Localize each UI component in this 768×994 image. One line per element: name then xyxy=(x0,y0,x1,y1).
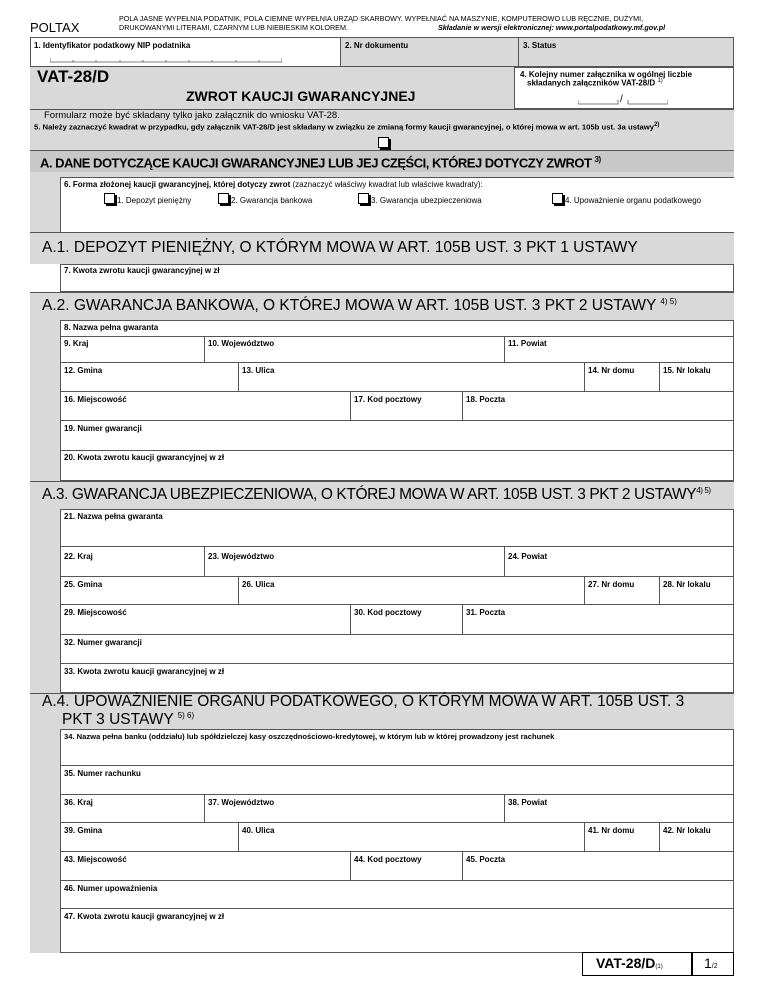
field-14-label: 14. Nr domu xyxy=(588,366,635,375)
field-26-label: 26. Ulica xyxy=(242,580,275,589)
electronic-note: Składanie w wersji elektronicznej: www.portalpodatkowy.mf.gov.pl xyxy=(438,23,666,32)
poltax-label: POLTAX xyxy=(30,20,80,35)
field-13-label: 13. Ulica xyxy=(242,366,275,375)
section-a-title: A. DANE DOTYCZĄCE KAUCJI GWARANCYJNEJ LUB JEJ CZĘŚCI, KTÓREJ DOTYCZY ZWROT $^{3)}$ xyxy=(40,155,601,171)
field-25-label: 25. Gmina xyxy=(64,580,103,589)
attachment-number-input[interactable]: / xyxy=(578,96,668,106)
field-45-label: 45. Poczta xyxy=(466,855,506,864)
field-27-label: 27. Nr domu xyxy=(588,580,635,589)
field-37-label: 37. Województwo xyxy=(208,798,275,807)
option-bank-guarantee[interactable]: 2. Gwarancja bankowa xyxy=(218,193,312,205)
field-21-label: 21. Nazwa pełna gwaranta xyxy=(64,512,163,521)
field-42-label: 42. Nr lokalu xyxy=(663,826,711,835)
field-12-label: 12. Gmina xyxy=(64,366,103,375)
form-title: ZWROT KAUCJI GWARANCYJNEJ xyxy=(186,88,416,104)
footer-form-code: VAT-28/D(1) xyxy=(596,955,663,971)
field-33-label: 33. Kwota zwrotu kaucji gwarancyjnej w zł xyxy=(64,667,225,676)
field-15-label: 15. Nr lokalu xyxy=(663,366,711,375)
field-7-label: 7. Kwota zwrotu kaucji gwarancyjnej w zł xyxy=(64,266,220,275)
field-8-label: 8. Nazwa pełna gwaranta xyxy=(64,323,159,332)
attachment-number-label-1: 4. Kolejny numer załącznika w ogólnej liczbie xyxy=(520,70,693,79)
footer-page-number: 1/2 xyxy=(704,955,718,971)
field-6-label: 6. Forma złożonej kaucji gwarancyjnej, której dotyczy zwrot (zaznaczyć właściwy kwadrat lub właściwe kwadraty): xyxy=(64,180,483,189)
attachment-number-label-2: składanych załączników VAT-28/D $^{1)}$ xyxy=(527,78,663,88)
field-9-label: 9. Kraj xyxy=(64,339,89,348)
field-38-label: 38. Powiat xyxy=(508,798,548,807)
instruction-line-2: DRUKOWANYMI LITERAMI, CZARNYM LUB NIEBIESKIM KOLOREM. xyxy=(119,23,348,32)
doc-number-label: 2. Nr dokumentu xyxy=(345,41,409,50)
field-43-label: 43. Miejscowość xyxy=(64,855,127,864)
nip-input[interactable] xyxy=(50,56,282,64)
field-23-label: 23. Województwo xyxy=(208,552,275,561)
field-30-label: 30. Kod pocztowy xyxy=(354,608,422,617)
field-19-label: 19. Numer gwarancji xyxy=(64,424,142,433)
form-note: Formularz może być składany tylko jako załącznik do wniosku VAT-28. xyxy=(44,110,340,121)
section-a2-title: A.2. GWARANCJA BANKOWA, O KTÓREJ MOWA W ART. 105B UST. 3 PKT 2 USTAWY $^{4) 5)}$ xyxy=(42,297,677,315)
field-32-label: 32. Numer gwarancji xyxy=(64,638,142,647)
field-29-label: 29. Miejscowość xyxy=(64,608,127,617)
field-11-label: 11. Powiat xyxy=(508,339,547,348)
nip-label: 1. Identyfikator podatkowy NIP podatnika xyxy=(34,41,191,50)
field-47-label: 47. Kwota zwrotu kaucji gwarancyjnej w zł xyxy=(64,912,225,921)
status-label: 3. Status xyxy=(523,41,557,50)
field-44-label: 44. Kod pocztowy xyxy=(354,855,422,864)
field-46-label: 46. Numer upoważnienia xyxy=(64,884,158,893)
field-5-label: 5. Należy zaznaczyć kwadrat w przypadku, gdy załącznik VAT-28/D jest składany w związku ze zmianą formy kaucji gwarancyjnej, o której mowa w art. 105b ust. 3a ustawy$^{2)}$ xyxy=(34,122,660,132)
field-39-label: 39. Gmina xyxy=(64,826,103,835)
field-31-label: 31. Poczta xyxy=(466,608,506,617)
field-35-label: 35. Numer rachunku xyxy=(64,769,141,778)
section-a4-title: A.4. UPOWAŻNIENIE ORGANU PODATKOWEGO, O KTÓRYM MOWA W ART. 105B UST. 3 PKT 3 USTAWY $^{5) 6)}$ xyxy=(42,693,685,729)
form-code: VAT-28/D xyxy=(37,67,110,86)
option-tax-authority-authorization[interactable]: 4. Upoważnienie organu podatkowego xyxy=(552,193,701,205)
section-a1-title: A.1. DEPOZYT PIENIĘŻNY, O KTÓRYM MOWA W ART. 105B UST. 3 PKT 1 USTAWY xyxy=(42,239,638,256)
section-a3-fields xyxy=(60,509,734,693)
field-18-label: 18. Poczta xyxy=(466,395,506,404)
option-cash-deposit[interactable]: 1. Depozyt pieniężny xyxy=(104,193,191,205)
field-17-label: 17. Kod pocztowy xyxy=(354,395,422,404)
section-a3-title: A.3. GWARANCJA UBEZPIECZENIOWA, O KTÓREJ MOWA W ART. 105B UST. 3 PKT 2 $USTAWY^{4) 5)}$ xyxy=(42,486,711,504)
field-20-label: 20. Kwota zwrotu kaucji gwarancyjnej w zł xyxy=(64,453,225,462)
field-40-label: 40. Ulica xyxy=(242,826,275,835)
field-28-label: 28. Nr lokalu xyxy=(663,580,711,589)
field-22-label: 22. Kraj xyxy=(64,552,93,561)
field-34-label: 34. Nazwa pełna banku (oddziału) lub spółdzielczej kasy oszczędnościowo-kredytowej, w którym lub w której prowadzony jest rachunek xyxy=(64,732,555,741)
field-16-label: 16. Miejscowość xyxy=(64,395,127,404)
instruction-line-1: POLA JASNE WYPEŁNIA PODATNIK, POLA CIEMNE WYPEŁNIA URZĄD SKARBOWY. WYPEŁNIAĆ NA MASZYNIE, KOMPUTEROWO LUB RĘCZNIE, DUŻYMI, xyxy=(119,14,644,23)
option-insurance-guarantee[interactable]: 3. Gwarancja ubezpieczeniowa xyxy=(358,193,482,205)
field-36-label: 36. Kraj xyxy=(64,798,93,807)
field-24-label: 24. Powiat xyxy=(508,552,548,561)
field-10-label: 10. Województwo xyxy=(208,339,275,348)
field-41-label: 41. Nr domu xyxy=(588,826,635,835)
